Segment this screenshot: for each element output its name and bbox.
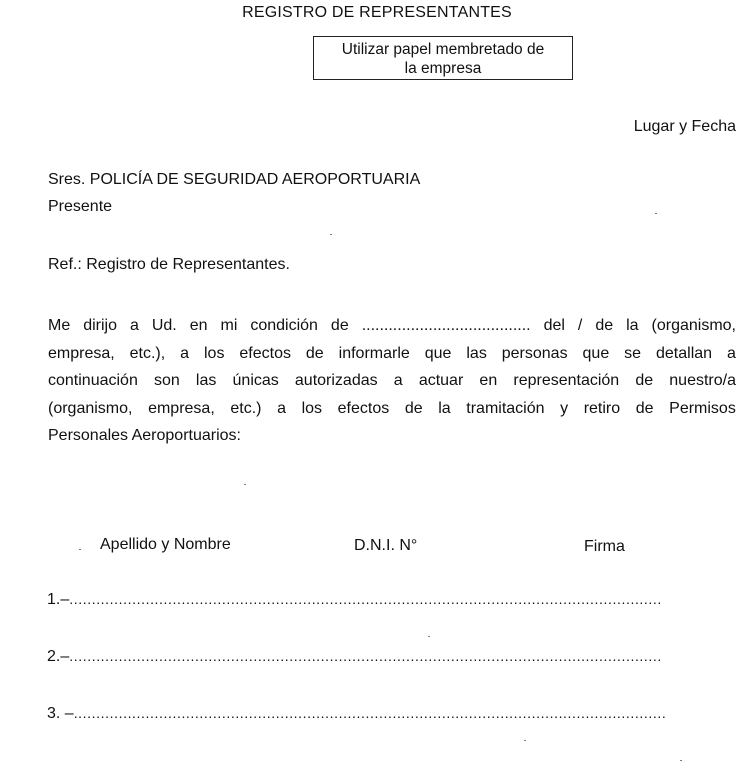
column-header-name: Apellido y Nombre	[100, 536, 231, 553]
body-word: ......................................	[361, 317, 531, 334]
body-word: detallan	[656, 344, 713, 362]
column-header-dni: D.N.I. N°	[354, 537, 418, 554]
body-word: autorizadas	[294, 372, 378, 389]
body-word: a	[726, 344, 736, 362]
body-word: del	[543, 317, 565, 334]
body-word: únicas	[232, 372, 279, 389]
row-number: 2.–	[47, 648, 70, 665]
body-word: a	[129, 317, 139, 334]
body-word: que	[582, 344, 610, 362]
body-word: etc.),	[129, 344, 166, 362]
body-line-4	[48, 395, 736, 423]
body-word: Ud.	[151, 317, 177, 334]
body-word: representación	[513, 372, 620, 389]
body-word: Me	[48, 317, 71, 334]
body-word: los	[203, 344, 225, 362]
body-word: (organismo,	[48, 399, 133, 417]
body-word: Permisos	[669, 399, 736, 417]
scan-speck	[79, 549, 81, 550]
body-word: y	[560, 399, 569, 417]
body-word: efectos	[239, 344, 291, 362]
body-word: nuestro/a	[669, 372, 736, 389]
salutation: Presente	[48, 198, 113, 215]
column-header-signature: Firma	[584, 538, 625, 555]
body-word: de	[404, 399, 423, 417]
body-word: en	[479, 372, 498, 389]
body-word: de	[635, 372, 654, 389]
body-word: tramitación	[466, 399, 545, 417]
scan-speck	[655, 213, 657, 214]
body-word: la	[626, 317, 639, 334]
body-word: condición	[250, 317, 318, 334]
body-word: continuación	[48, 372, 138, 389]
body-word: /	[577, 317, 583, 334]
body-word: a	[393, 372, 403, 389]
body-line-5: Personales Aeroportuarios:	[48, 427, 241, 444]
body-word: informarle	[338, 344, 410, 362]
representative-row-3	[47, 705, 710, 723]
body-word: de	[595, 317, 614, 334]
row-fill-line: ....................................................................................................................................	[69, 591, 662, 607]
body-word: efectos	[337, 399, 390, 417]
body-word: de	[635, 399, 654, 417]
reference-line: Ref.: Registro de Representantes.	[48, 256, 290, 273]
row-number: 1.–	[47, 591, 70, 608]
scan-speck	[524, 740, 526, 741]
letter-body	[48, 312, 736, 450]
body-word: etc.)	[230, 399, 262, 417]
row-fill-line: ....................................................................................................................................	[73, 705, 667, 721]
body-word: personas	[501, 344, 568, 362]
body-line-2	[48, 340, 736, 368]
body-word: mi	[220, 317, 238, 334]
addressee: Sres. POLICÍA DE SEGURIDAD AEROPORTUARIA	[48, 171, 421, 188]
body-word: dirijo	[83, 317, 117, 334]
letterhead-note-line-2: la empresa	[404, 60, 482, 77]
body-word: se	[624, 344, 642, 362]
letterhead-note-line-1: Utilizar papel membretado de	[341, 41, 545, 58]
body-word: empresa,	[48, 344, 115, 362]
body-word: actuar	[418, 372, 464, 389]
body-line-1	[48, 312, 736, 340]
body-word: son	[153, 372, 180, 389]
body-word: empresa,	[148, 399, 215, 417]
scan-speck	[330, 234, 332, 235]
letterhead-note-box	[313, 36, 573, 80]
body-word: a	[180, 344, 190, 362]
place-and-date: Lugar y Fecha	[633, 118, 736, 135]
representative-row-2	[47, 648, 721, 666]
body-word: las	[466, 344, 487, 362]
representative-row-1	[47, 591, 721, 609]
body-word: la	[438, 399, 451, 417]
scan-speck	[428, 636, 430, 637]
body-word: en	[189, 317, 208, 334]
body-word: de	[305, 344, 324, 362]
body-word: las	[195, 372, 217, 389]
row-fill-line: ....................................................................................................................................	[69, 648, 662, 664]
document-title: REGISTRO DE REPRESENTANTES	[242, 4, 512, 21]
scan-speck	[680, 760, 682, 761]
body-word: (organismo,	[651, 317, 736, 334]
body-word: los	[301, 399, 323, 417]
row-number: 3. –	[47, 705, 74, 722]
body-word: que	[424, 344, 452, 362]
body-word: retiro	[583, 399, 621, 417]
scan-speck	[244, 484, 246, 485]
body-word: a	[277, 399, 286, 417]
body-word: de	[330, 317, 349, 334]
body-line-3	[48, 367, 736, 395]
